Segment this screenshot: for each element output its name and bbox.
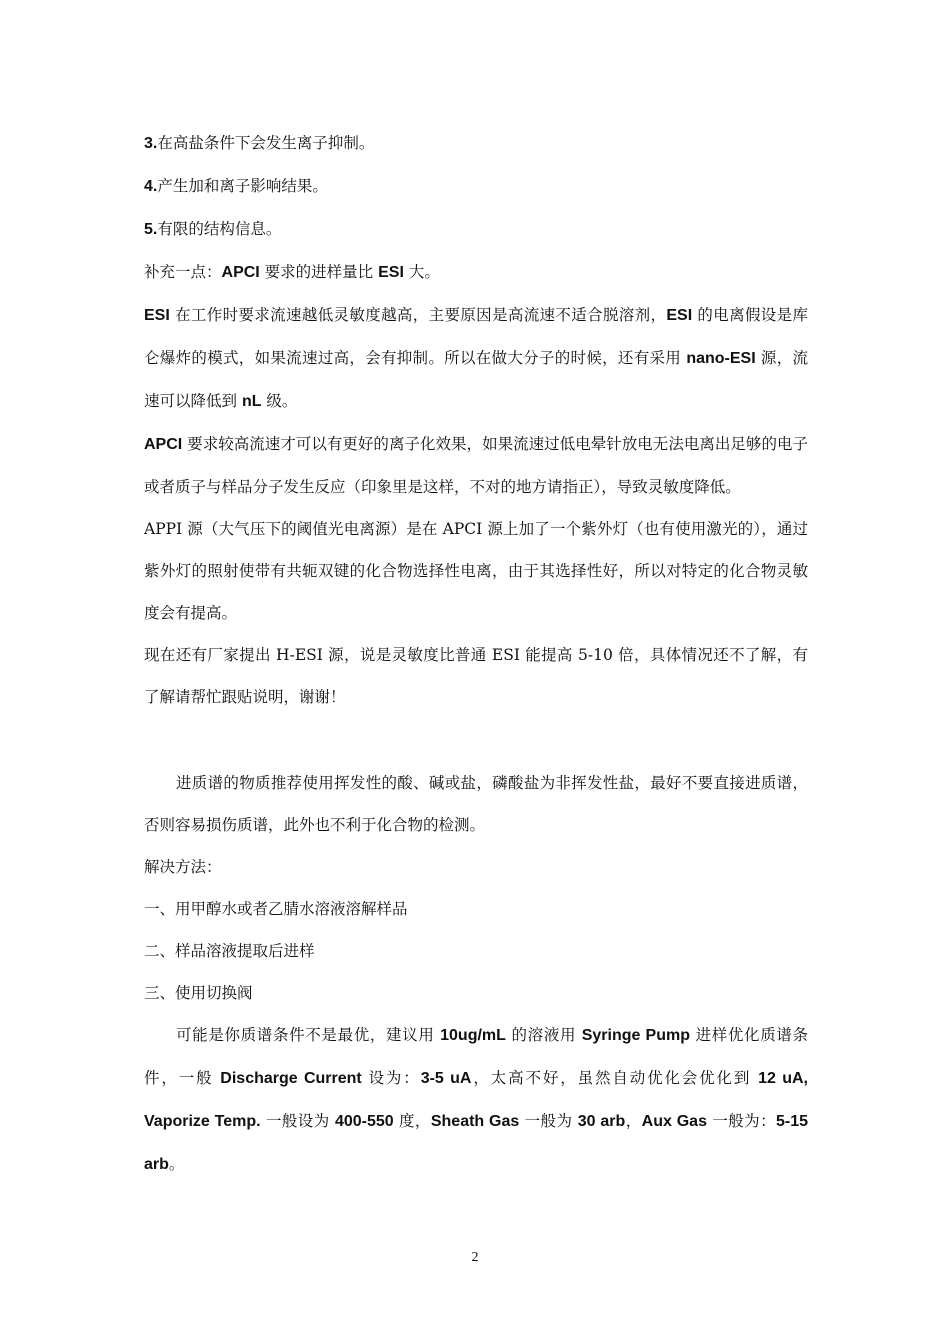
- bold-term: 4.: [144, 178, 158, 195]
- paragraph-item-5: [144, 208, 808, 251]
- text-run: 解决方法：: [144, 858, 222, 876]
- text-run: 设为：: [361, 1069, 421, 1087]
- paragraph-esi-flow: [144, 294, 808, 423]
- text-run: 。: [168, 1155, 185, 1173]
- paragraph-apci-flow: [144, 423, 808, 508]
- text-run: 的电离假设是库仑爆炸的模式，如果流速过高，会有抑制。所以在做大分子的时候，还有采用: [144, 306, 808, 367]
- text-run: ，太高不好，虽然自动优化会优化到: [471, 1069, 759, 1087]
- text-run: 进样优化质谱条件，一般: [144, 1026, 809, 1087]
- paragraph-optimize: [144, 1014, 808, 1186]
- text-run: 级。: [261, 392, 298, 410]
- text-run: 要求的进样量比: [259, 263, 379, 281]
- bold-term: APCI: [221, 264, 260, 281]
- bold-term: 12 uA, Vaporize Temp.: [144, 1070, 808, 1130]
- paragraph-solution-1: [144, 888, 808, 930]
- bold-term: ESI: [144, 307, 170, 324]
- bold-term: APCI: [144, 436, 183, 453]
- text-run: 二、样品溶液提取后进样: [144, 942, 315, 960]
- text-run: 一般设为: [260, 1112, 335, 1130]
- paragraph-volatile: [144, 762, 808, 846]
- paragraph-appi: [144, 508, 808, 634]
- bold-term: Syringe Pump: [581, 1027, 690, 1044]
- text-run: 现在还有厂家提出 H-ESI 源，说是灵敏度比普通 ESI 能提高 5-10 倍，具体情况还不了解，有了解请帮忙跟贴说明，谢谢！: [144, 646, 808, 706]
- document-body: [144, 122, 808, 1186]
- paragraph-solutions-heading: [144, 846, 808, 888]
- paragraph-gap: [144, 718, 808, 762]
- text-run: APPI 源（大气压下的阈值光电离源）是在 APCI 源上加了一个紫外灯（也有使用激光的），通过紫外灯的照射使带有共轭双键的化合物选择性电离，由于其选择性好，所以对特定的化合物灵敏度会有提高。: [144, 520, 808, 622]
- paragraph-h-esi: [144, 634, 808, 718]
- text-run: 补充一点：: [144, 263, 222, 281]
- bold-term: nano-ESI: [686, 350, 756, 367]
- bold-term: 3-5 uA: [420, 1070, 472, 1087]
- bold-term: nL: [241, 393, 262, 410]
- text-run: ，: [625, 1112, 642, 1130]
- text-run: 源，流速可以降低到: [144, 349, 808, 410]
- text-run: 一般为: [519, 1112, 578, 1130]
- text-run: 的溶液用: [505, 1026, 582, 1044]
- text-run: 三、使用切换阀: [144, 984, 253, 1002]
- text-run: 有限的结构信息。: [157, 220, 282, 238]
- text-run: 一、用甲醇水或者乙腈水溶液溶解样品: [144, 900, 408, 918]
- bold-term: Discharge Current: [220, 1070, 362, 1087]
- bold-term: 3.: [144, 135, 158, 152]
- bold-term: 400-550: [334, 1113, 394, 1130]
- bold-term: ESI: [378, 264, 404, 281]
- text-run: 度，: [393, 1112, 431, 1130]
- bold-term: ESI: [666, 307, 693, 324]
- bold-term: 10ug/mL: [440, 1027, 506, 1044]
- text-run: 一般为：: [706, 1112, 776, 1130]
- bold-term: Aux Gas: [641, 1113, 707, 1130]
- paragraph-solution-3: [144, 972, 808, 1014]
- page-number: 2: [471, 1250, 479, 1265]
- bold-term: Sheath Gas: [430, 1113, 520, 1130]
- text-run: 可能是你质谱条件不是最优，建议用: [176, 1026, 441, 1044]
- text-run: 在高盐条件下会发生离子抑制。: [157, 134, 375, 152]
- paragraph-solution-2: [144, 930, 808, 972]
- text-run: 进质谱的物质推荐使用挥发性的酸、碱或盐，磷酸盐为非挥发性盐，最好不要直接进质谱，否则容易损伤质谱，此外也不利于化合物的检测。: [144, 774, 808, 834]
- text-run: 大。: [403, 263, 440, 281]
- text-run: 产生加和离子影响结果。: [157, 177, 328, 195]
- bold-term: 5-15 arb: [144, 1113, 809, 1173]
- paragraph-item-3: [144, 122, 808, 165]
- paragraph-supplement: [144, 251, 808, 294]
- paragraph-item-4: [144, 165, 808, 208]
- text-run: 要求较高流速才可以有更好的离子化效果，如果流速过低电晕针放电无法电离出足够的电子或者质子与样品分子发生反应（印象里是这样，不对的地方请指正），导致灵敏度降低。: [144, 435, 808, 496]
- bold-term: 30 arb: [577, 1113, 626, 1130]
- bold-term: 5.: [144, 221, 158, 238]
- text-run: 在工作时要求流速越低灵敏度越高，主要原因是高流速不适合脱溶剂，: [169, 306, 667, 324]
